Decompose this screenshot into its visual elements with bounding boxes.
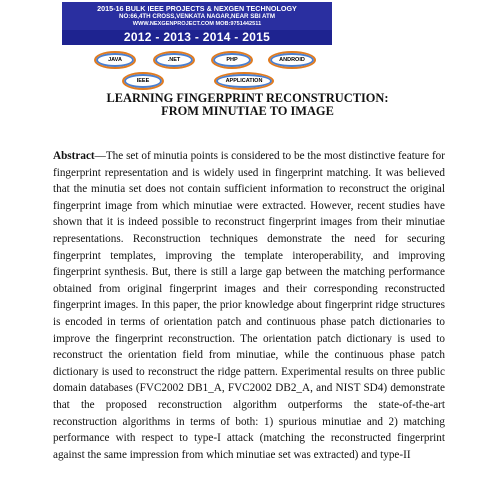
nexgen-banner xyxy=(0,0,495,92)
abstract-paragraph xyxy=(53,148,445,463)
banner-address-line: NO:66,4TH CROSS,VENKATA NAGAR,NEAR SBI ATM xyxy=(119,13,275,20)
php-tag: PHP xyxy=(211,51,253,69)
ieee-tag: IEEE xyxy=(122,72,164,90)
paper-title-line-1: LEARNING FINGERPRINT RECONSTRUCTION: xyxy=(106,91,389,105)
android-tag: ANDROID xyxy=(268,51,316,69)
banner-company-line: 2015-16 BULK IEEE PROJECTS & NEXGEN TECHNOLOGY xyxy=(97,4,297,13)
dotnet-tag: .NET xyxy=(153,51,195,69)
abstract-section xyxy=(53,148,445,463)
paper-title xyxy=(80,92,415,118)
banner-contact-line: WWW.NEXGENPROJECT.COM MOB:9751442511 xyxy=(132,21,262,27)
java-tag: JAVA xyxy=(94,51,136,69)
banner-years: 2012 - 2013 - 2014 - 2015 xyxy=(62,30,332,45)
abstract-text: —The set of minutia points is considered to be the most distinctive feature for fingerprint representation and is widely used in fingerprint matching. It was believed that the minutia set does not contain sufficient information to reconstruct the original fingerprint image from which minutiae were extracted. However, recent studies have shown that it is indeed possible to reconstruct fingerprint images from their minutiae representations. Reconstruction techniques demonstrate the need for securing fingerprint templates, improving the template interoperability, and improving fingerprint synthesis. But, there is still a large gap between the matching performance obtained from original fingerprint images and their corresponding reconstructed fingerprint images. In this paper, the prior knowledge about fingerprint ridge structures is encoded in terms of orientation patch and continuous phase patch dictionaries to improve the fingerprint reconstruction. The orientation patch dictionary is used to reconstruct the orientation field from minutiae, while the continuous phase patch dictionary is used to reconstruct the ridge pattern. Experimental results on three public domain databases (FVC2002 DB1_A, FVC2002 DB2_A, and NIST SD4) demonstrate that the proposed reconstruction algorithm outperforms the state-of-the-art reconstruction algorithms in terms of both: 1) spurious minutiae and 2) matching performance with respect to type-I attack (matching the reconstructed fingerprint against the same impression from which minutiae set was extracted) and type-II xyxy=(53,150,445,461)
application-tag: APPLICATION xyxy=(214,72,274,90)
abstract-label: Abstract xyxy=(53,150,95,162)
paper-title-line-2: FROM MINUTIAE TO IMAGE xyxy=(161,104,334,118)
